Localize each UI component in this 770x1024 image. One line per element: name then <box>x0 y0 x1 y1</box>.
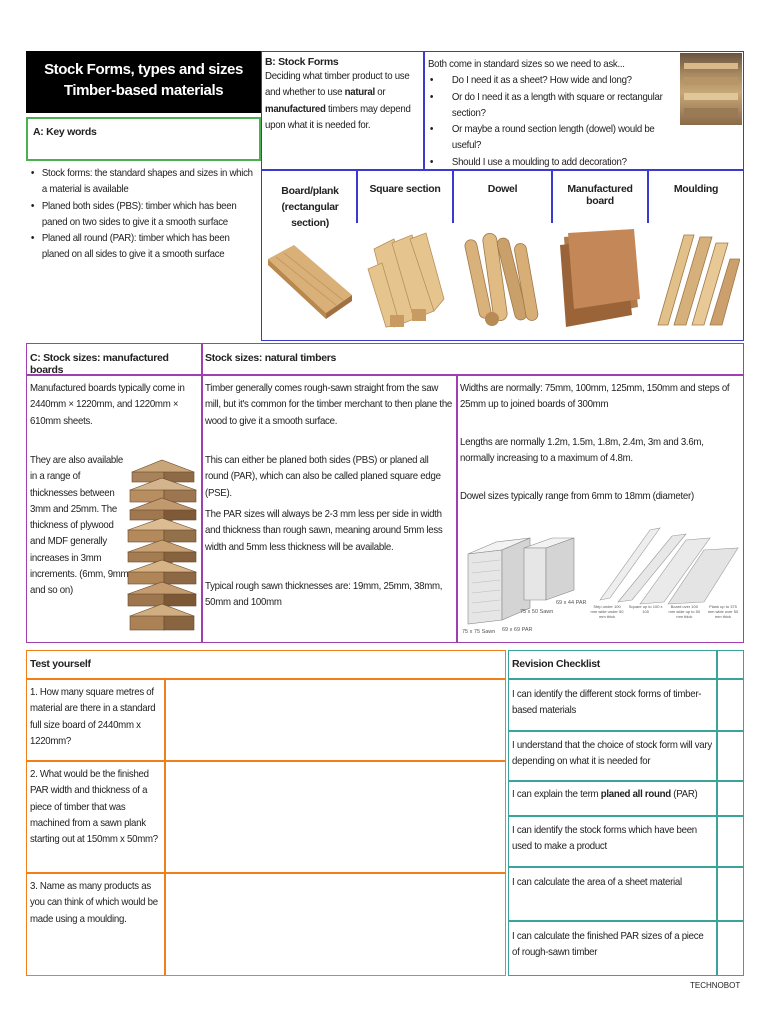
stock-forms-heading: B: Stock Forms <box>265 56 339 68</box>
divider <box>201 343 203 643</box>
divider <box>508 678 744 680</box>
square-section-image <box>364 229 448 329</box>
checkbox-4[interactable] <box>718 817 743 865</box>
divider <box>508 920 744 922</box>
stock-question: • Should I use a moulding to add decoration? <box>428 154 681 170</box>
timber-size-labels <box>590 604 740 619</box>
moulding-image <box>654 229 740 329</box>
natural-timbers-para3: The PAR sizes will always be 2-3 mm less per side in width and thickness than rough sawn, meaning around 5mm less width and 5mm less thickness will be available. <box>205 508 443 553</box>
key-words-list <box>29 165 259 263</box>
manufactured-boards-para2: They are also available in a range of thicknesses between 3mm and 25mm. The thickness of plywood and MDF generally increases in 3mm increments. (6mm, 9mm and so on) <box>30 454 129 597</box>
page-subtitle: Timber-based materials <box>63 82 224 99</box>
manufactured-board-image <box>558 229 642 329</box>
stock-question-list <box>428 72 681 170</box>
checklist-item-text: I can explain the term <box>512 788 601 800</box>
board-label: Board over 100 mm wide up to 50 mm thick <box>668 604 701 619</box>
manufactured-boards-heading: C: Stock sizes: manufactured boards <box>30 352 169 376</box>
checklist-item <box>512 786 713 802</box>
checklist-item: I can identify the different stock forms of timber-based materials <box>512 688 702 717</box>
intro-natural: natural <box>344 86 375 99</box>
answer-box-2[interactable] <box>166 762 505 872</box>
checklist-item-bold: planed all round <box>600 788 671 800</box>
divider <box>508 866 744 868</box>
natural-timbers-para4: Typical rough sawn thicknesses are: 19mm, 25mm, 38mm, 50mm and 100mm <box>205 580 443 609</box>
checklist-item: I can calculate the area of a sheet material <box>512 876 682 888</box>
test-question-1: 1. How many square metres of material are there in a standard full size board of 2440mm x 1220mm? <box>30 686 156 747</box>
checkbox-5[interactable] <box>718 868 743 919</box>
forms-row <box>262 171 743 340</box>
title-block <box>26 51 261 113</box>
test-question-3: 3. Name as many products as you can think of which would be made using a moulding. <box>30 880 158 925</box>
diagram-label: 75 x 75 Sawn <box>462 629 496 635</box>
form-label-dowel: Dowel <box>487 183 518 195</box>
key-words-list-box <box>26 163 261 343</box>
revision-checklist-heading: Revision Checklist <box>512 658 600 670</box>
intro-text: Deciding what timber product to use and whether to use <box>265 70 410 99</box>
diagram-label: 69 x 44 PAR <box>556 600 587 606</box>
checkbox-6[interactable] <box>718 922 743 975</box>
plank-label: Plank up to 375 mm wide over 50 mm thick <box>707 604 739 619</box>
divider <box>647 171 649 223</box>
divider <box>452 171 454 223</box>
square-label: Square up to 100 x 100 <box>628 604 663 614</box>
checkbox-3[interactable] <box>718 782 743 814</box>
timber-store-photo <box>680 53 742 125</box>
checkbox-1[interactable] <box>718 680 743 729</box>
intro-text: or <box>374 86 386 99</box>
form-label-manufactured: Manufactured board <box>567 183 633 207</box>
dowel-image <box>462 229 544 329</box>
stock-forms-description <box>265 68 421 133</box>
checklist-item: I can calculate the finished PAR sizes of a piece of rough-sawn timber <box>512 930 704 959</box>
strip-label: Strip under 100 mm wide under 50 mm thick <box>590 604 624 619</box>
stock-question: • Do I need it as a sheet? How wide and long? <box>428 72 681 88</box>
divider <box>508 780 744 782</box>
natural-timbers-para2: This can either be planed both sides (PBS) or planed all round (PAR), which can also be called planed square edge (PSE). <box>205 454 441 499</box>
checklist-item-text: (PAR) <box>670 788 698 800</box>
natural-timbers-para1: Timber generally comes rough-sawn straight from the saw mill, but it's common for the timber merchant to then plane the wood to give it a smooth surface. <box>205 382 453 427</box>
board-plank-image <box>266 239 354 319</box>
natural-timbers-heading: Stock sizes: natural timbers <box>205 352 337 364</box>
checklist-item: I can identify the stock forms which have been used to make a product <box>512 824 697 853</box>
divider <box>356 171 358 223</box>
key-word-item: • Stock forms: the standard shapes and sizes in which a material is available <box>29 165 259 198</box>
answer-box-3[interactable] <box>166 874 505 975</box>
form-label-board: Board/plank (rectangular section) <box>281 185 339 229</box>
stock-question: • Or do I need it as a length with square or rectangular section? <box>428 89 681 122</box>
diagram-label: 69 x 69 PAR <box>502 627 533 633</box>
widths-text: Widths are normally: 75mm, 100mm, 125mm, 150mm and steps of 25mm up to joined boards of 300mm <box>460 382 730 411</box>
form-label-square: Square section <box>369 183 441 195</box>
stock-forms-intro <box>265 56 425 133</box>
test-question-2: 2. What would be the finished PAR width and thickness of a piece of timber that was machined from a sawn plank starting out at 150mm x 50mm? <box>30 768 158 846</box>
key-words-heading: A: Key words <box>33 126 97 138</box>
answer-box-1[interactable] <box>166 680 505 760</box>
page-title: Stock Forms, types and sizes <box>44 61 243 78</box>
board-stack-image <box>126 456 198 642</box>
test-yourself-heading: Test yourself <box>30 658 91 670</box>
lengths-text: Lengths are normally 1.2m, 1.5m, 1.8m, 2.4m, 3m and 3.6m, normally increasing to a maximum of 4.8m. <box>460 436 704 465</box>
stock-question: • Or maybe a round section length (dowel) would be useful? <box>428 121 681 154</box>
divider <box>508 815 744 817</box>
key-word-item: • Planed both sides (PBS): timber which has been paned on two sides to give it a smooth surface <box>29 198 259 231</box>
standard-sizes-intro: Both come in standard sizes so we need to ask... <box>428 58 625 70</box>
key-word-item: • Planed all round (PAR): timber which has been planed on all sides to give it a smooth surface <box>29 230 259 263</box>
divider <box>508 730 744 732</box>
checkbox-2[interactable] <box>718 732 743 779</box>
footer-brand: TECHNOBOT <box>690 981 741 990</box>
diagram-label: 75 x 50 Sawn <box>520 609 554 615</box>
intro-manufactured: manufactured <box>265 102 326 115</box>
manufactured-boards-para1: Manufactured boards typically come in 2440mm × 1220mm, and 1220mm × 610mm sheets. <box>30 382 185 427</box>
stock-questions <box>428 56 678 170</box>
divider <box>456 375 458 643</box>
form-label-moulding: Moulding <box>673 183 719 195</box>
checklist-item: I understand that the choice of stock form will vary depending on what it is needed for <box>512 739 712 768</box>
key-words-heading-box <box>26 117 261 161</box>
sawn-timber-diagram <box>460 518 740 638</box>
dowel-sizes-text: Dowel sizes typically range from 6mm to 18mm (diameter) <box>460 490 694 502</box>
intro-text: timbers may depend upon what it is needed for. <box>265 102 411 131</box>
